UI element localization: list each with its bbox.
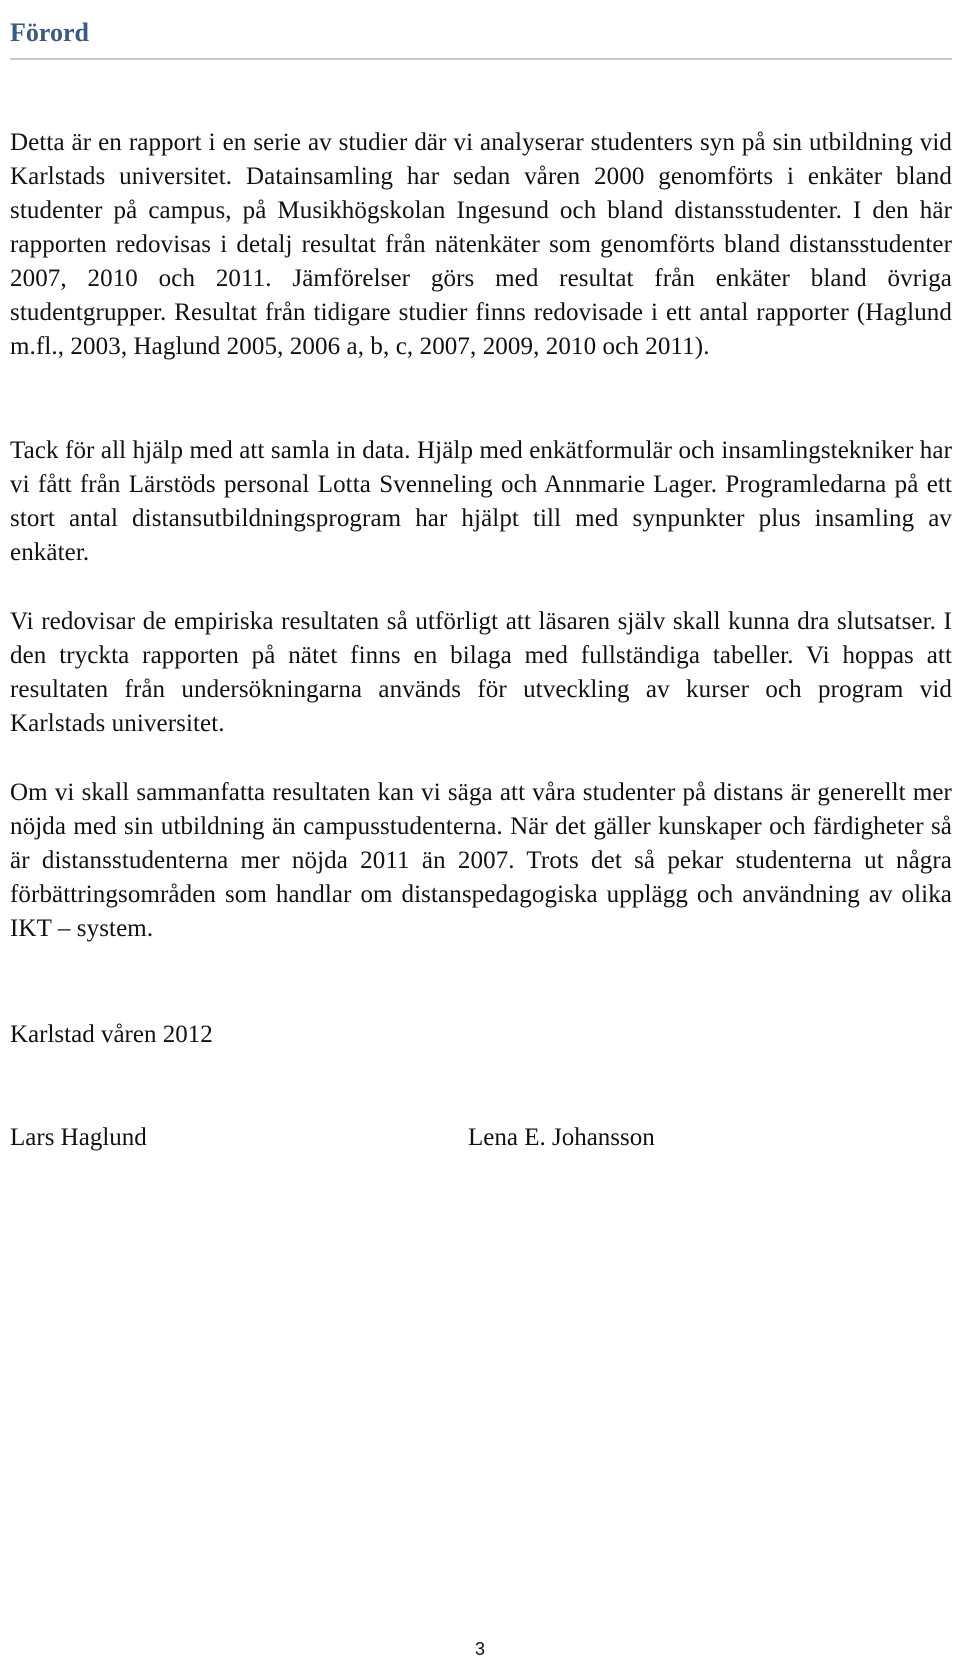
place-date: Karlstad våren 2012 bbox=[10, 1021, 213, 1048]
page-title: Förord bbox=[10, 18, 89, 48]
heading-divider bbox=[10, 58, 952, 60]
signature-author-1: Lars Haglund bbox=[10, 1124, 147, 1151]
paragraph-intro: Detta är en rapport i en serie av studier där vi analyserar studenters syn på sin utbildning vid Karlstads universitet. Datainsamling har sedan våren 2000 genomförts i enkäter bland studenter på campus, på Musikhögskolan Ingesund och bland distansstudenter. I den här rapporten redovisas i detalj resultat från nätenkäter som genomförts bland distansstudenter 2007, 2010 och 2011. Jämförelser görs med resultat från enkäter bland övriga studentgrupper. Resultat från tidigare studier finns redovisade i ett antal rapporter (Haglund m.fl., 2003, Haglund 2005, 2006 a, b, c, 2007, 2009, 2010 och 2011). bbox=[10, 129, 952, 360]
page-number: 3 bbox=[474, 1639, 485, 1659]
signature-author-2: Lena E. Johansson bbox=[468, 1124, 655, 1151]
paragraph-summary: Om vi skall sammanfatta resultaten kan vi säga att våra studenter på distans är generellt mer nöjda med sin utbildning än campusstudenterna. När det gäller kunskaper och färdigheter så är distansstudenterna mer nöjda 2011 än 2007. Trots det så pekar studenterna ut några förbättringsområden som handlar om distanspedagogiska upplägg och användning av olika IKT – system. bbox=[10, 779, 952, 942]
paragraph-acknowledgements: Tack för all hjälp med att samla in data. Hjälp med enkätformulär och insamlingstekniker har vi fått från Lärstöds personal Lotta Svenneling och Annmarie Lager. Programledarna på ett stort antal distansutbildningsprogram har hjälpt till med synpunkter plus insamling av enkäter. bbox=[10, 437, 952, 566]
paragraph-reporting: Vi redovisar de empiriska resultaten så utförligt att läsaren själv skall kunna dra slutsatser. I den tryckta rapporten på nätet finns en bilaga med fullständiga tabeller. Vi hoppas att resultaten från undersökningarna används för utveckling av kurser och program vid Karlstads universitet. bbox=[10, 608, 952, 737]
